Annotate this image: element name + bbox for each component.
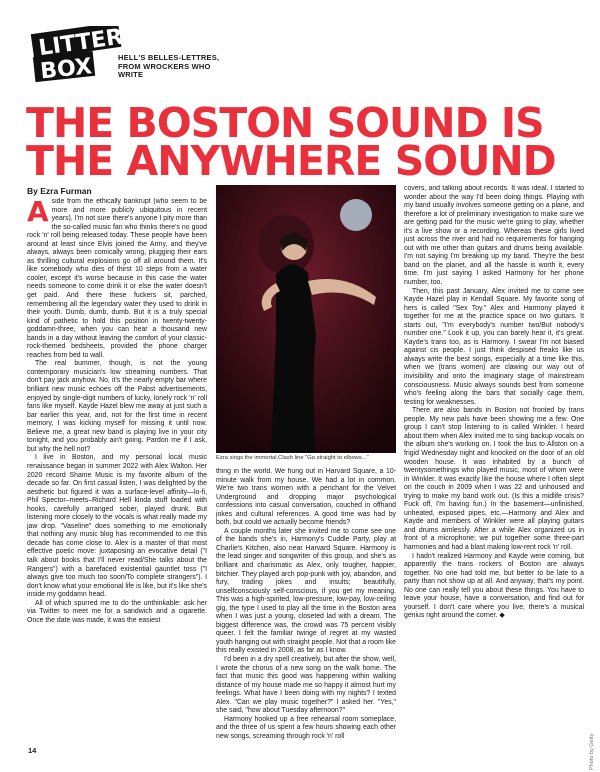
article-paragraph: The real bummer, though, is not the young contemporary musician's low streaming numbers. That don't pay jack anyhow. No, it's the nearly empty bar where brilliant new music echoes off the Pabst advertisements, enjoyed by single-digit numbers of lucky, lonely rock 'n' roll fans like myself. Kayde Hazel blew me away at just such a bar earlier this year, and, not for the first time in recent memory, I was kicking myself for missing it until now. Believe me, a great new band is playing live in your city tonight, and you probably ain't going. Pardon me if I ask, but why the hell not? [27, 360, 207, 453]
performer-photo [216, 185, 396, 453]
byline: By Ezra Furman [27, 186, 92, 196]
article-paragraph: Harmony hooked up a free rehearsal room someplace, and the three of us spent a few hours showing each other new songs, screaming through rock 'n' roll [216, 715, 396, 740]
article-headline: THE BOSTON SOUND IS THE ANYWHERE SOUND [26, 99, 556, 185]
photo-credit: Photo by Getty [589, 733, 595, 770]
article-paragraph: Aside from the ethically bankrupt (who seem to be more and more publicly ubiquitous in recent years), I'm not sure there's anyone I pity more than the so-called music fan who thinks there's no good rock 'n' roll being released today. These people have been around at least since Elvis joined the Army, and they've always, always been comically wrong, plugging their ears as thrilling cultural explosions go off all around them. It's like somebody who dies of thirst 10 steps from a water cooler, except it's worse because in this case the water needs someone to come drink it or else the water doesn't get paid. And there these fuckers sit, parched, remembering all the legendary water they used to drink in their youth. Dumb, dumb, dumb. But it is a truly special kind of pathetic to hold this position in twenty-twenty-goddamn-three, when you can hear a thousand new bands in a day without leaving the comfort of your classic-rock-themed bedsheets, provided the phone charger reaches from bed to wall. [27, 198, 207, 359]
article-column-3 [404, 185, 584, 753]
article-paragraph: A couple months later she invited me to come see one of the bands she's in, Harmony's Cuddle Party, play at Charlie's Kitchen, also near Harvard Square. Harmony is the lead singer and songwriter of this group, and she's as brilliant and charismatic as Alex, only tougher, happier, bitchier. They played arch pop-punk with joy, abandon, and fury, trading jokes and insults; beautifully, unselfconsciously self-conscious, if you get my meaning. This was a high-spirited, low-pressure, low-pay, low-ceiling gig, the type I used to play all the time in the Boston area when I was just a young, closeted lad with a dream. The biggest difference was, the crowd was 75 percent visibly queer. I felt the familiar twinge of regret at my wasted youth hanging out with straight people. Not that a room like this really existed in 2008, as far as I know. [216, 527, 396, 655]
logo-line2: BOX [39, 54, 94, 84]
litter-box-logo [30, 26, 122, 84]
article-paragraph: covers, and talking about records. It was ideal. I started to wonder about the way I'd been doing things. Playing with my band usually involves someone getting on a plane, and therefore a lot of preliminary investigation to make sure we are getting paid for the music we're going to play, whether it's a live show or a recording. Whereas these girls lived just across the river and had no requirements for hanging out with me other than guitars and drums being available. I'm not saying I'm breaking up my band. They're the best band on the planet, and all the hassle is worth it, every time. I'm just saying I asked Harmony for her phone number, too. [404, 185, 584, 287]
drop-cap: A [27, 198, 49, 228]
page-number: 14 [28, 746, 37, 755]
logo-line1: LITTER [37, 26, 122, 62]
article-paragraph: All of which spurred me to do the unthinkable: ask her via Twitter to meet me for a sandwich and a cigarette. Once the date was made, it was the easiest [27, 599, 207, 624]
article-paragraph: Then, this past January, Alex invited me to come see Kayde Hazel play in Kendall Square. My favorite song of hers is called "Sex Toy." Alex and Harmony played it together for me at the practice space on two guitars. It starts out, "I'm everybody's number two/But nobody's number one." Look it up, you can barely hear it, it's great. Kayde's trans too, as is Harmony. I swear I'm not biased against cis people. I just think despised freaks like us always write the best songs, especially at a time like this, when we (trans women) are clawing our way out of invisibility and onto the imaginary stage of mainstream consciousness. Music always sounds best from someone who's feeling along the bars that socially cage them, testing for weaknesses. [404, 287, 584, 406]
article-paragraph: I'd been in a dry spell creatively, but after the show, well, I wrote the chorus of a new song on the walk home. The fact that music this good was happening within walking distance of my house made me so happy it almost hurt my feelings. What have I been doing with my nights? I texted Alex. "Can we play music together?" I asked her. "Yes," she said, "how about Tuesday afternoon?" [216, 656, 396, 715]
article-column-2 [216, 468, 396, 753]
article-paragraph: There are also bands in Boston not fronted by trans people. My new pals have been showing me a few. One group I can't stop listening to is called Winkler. I heard about them when Alex invited me to sing backup vocals on the album she's working on. I took the bus to Allston on a frigid Wednesday night and knocked on the door of an old wooden house. It was inhabited by a bunch of twentysomethings who played music, most of whom were in Winkler. It was exactly like the house where I often slept on the couch in 2009 when I was 22 and unhoused and trying to make my band work out. (Is this a midlife crisis? Fuck off, I'm having fun.) In the basement—unfinished, unheated, exposed pipes, etc.—Harmony and Alex and Kayde and members of Winkler were all playing guitars and drums aimlessly. After a while Alex organized us in front of a microphone; we put together some three-part harmonies and had a blast making low-rent rock 'n' roll. [404, 407, 584, 551]
article-paragraph: I live in Boston, and my personal local music renaissance began in summer 2022 with Alex Walton. Her 2020 record Shame Music is my favorite album of the decade so far. On first casual listen, I was delighted by the aesthetic but figured it was a surface-level affinity—lo-fi, Phil Spector–meets–Richard Hell kinda stuff loaded with hooks, carefully arranged sober, played drunk. But listening more closely to the vocals is what really made my jaw drop. "Vaseline" does something to me emotionally that nothing any music blog has recommended to me this decade has come close to. Alex is a master of that most effective poetic move: juxtaposing an evocative detail ("I talk about books that I'll never read/She talks about the Rangers") with a barefaced existential gauntlet toss ("I always give too much too soon/To complete strangers"). I don't know what your emotional life is like, but it's like she's inside my goddamn head. [27, 454, 207, 599]
masthead-tagline: HELL'S BELLES-LETTRES, FROM WROCKERS WHO WRITE [118, 53, 220, 79]
photo-caption: Ezra sings the immortal Clash line "Go straight to elbows..." [216, 455, 369, 461]
article-column-1 [27, 198, 207, 753]
article-paragraph: thing in the world. We hung out in Harvard Square, a 10-minute walk from my house. We had a lot in common. We're two trans women with a penchant for the Velvet Underground and dropping major psychological confessions into casual conversation, couched in offhand jokes and cultural references. A good time was had by both, but could we actually become friends? [216, 468, 396, 527]
article-paragraph: I hadn't realized Harmony and Kayde were coming, but apparently the trans rockers of Boston are always together. No one had told me, but better to be late to a party than not show up at all. And anyway, that's my point. No one can really tell you about these things. You have to leave your house, have a conversation, and find out for yourself. I don't care where you live, there's a musical genius right around the corner. ◆ [404, 552, 584, 620]
